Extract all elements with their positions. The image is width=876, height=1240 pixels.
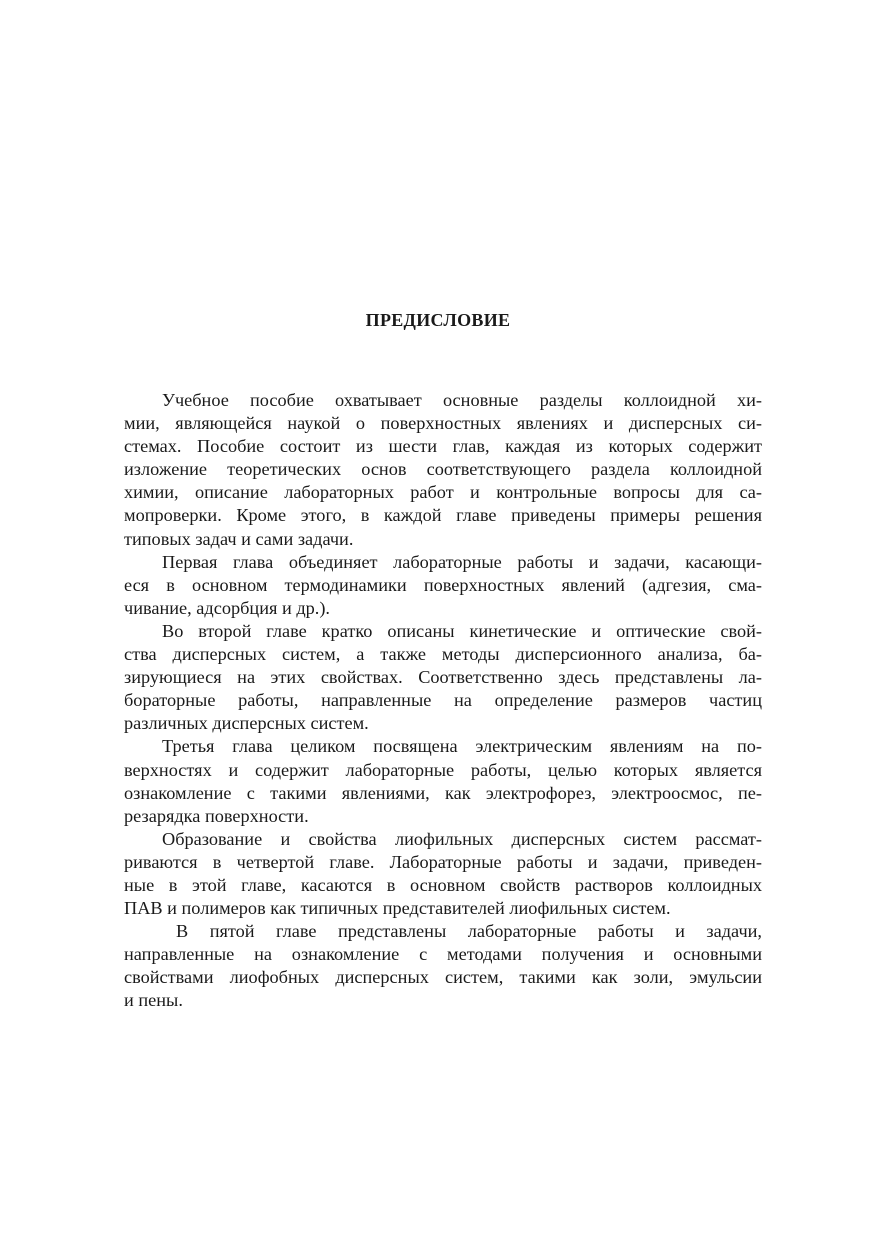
paragraph-4 bbox=[124, 735, 762, 827]
text-line: типовых задач и сами задачи. bbox=[124, 528, 354, 549]
page-title: ПРЕДИСЛОВИЕ bbox=[365, 310, 511, 330]
text-line: стемах. Пособие состоит из шести глав, каждая из которых содержит bbox=[124, 436, 762, 457]
text-line: зирующиеся на этих свойствах. Соответственно здесь представлены ла- bbox=[124, 667, 762, 688]
paragraph-2 bbox=[124, 551, 762, 620]
text-line: еся в основном термодинамики поверхностных явлений (адгезия, сма- bbox=[124, 574, 762, 595]
text-line: направленные на ознакомление с методами получения и основными bbox=[124, 944, 762, 965]
text-line: ознакомление с такими явлениями, как электрофорез, электроосмос, пе- bbox=[124, 782, 762, 803]
preface-body bbox=[124, 389, 762, 1013]
paragraph-1 bbox=[124, 389, 762, 551]
text-line: резарядка поверхности. bbox=[124, 805, 309, 826]
text-line: мии, являющейся наукой о поверхностных явлениях и дисперсных си- bbox=[124, 413, 762, 434]
text-line: В пятой главе представлены лабораторные работы и задачи, bbox=[176, 921, 762, 942]
text-line: ные в этой главе, касаются в основном свойств растворов коллоидных bbox=[124, 874, 762, 895]
text-line: изложение теоретических основ соответствующего раздела коллоидной bbox=[124, 459, 762, 480]
text-line: Учебное пособие охватывает основные разделы коллоидной хи- bbox=[162, 390, 762, 410]
text-line: химии, описание лабораторных работ и контрольные вопросы для са- bbox=[124, 482, 762, 503]
text-line: Во второй главе кратко описаны кинетические и оптические свой- bbox=[162, 620, 762, 641]
text-line: мопроверки. Кроме этого, в каждой главе приведены примеры решения bbox=[124, 505, 762, 526]
text-line: риваются в четвертой главе. Лабораторные работы и задачи, приведен- bbox=[124, 851, 762, 872]
text-line: Первая глава объединяет лабораторные работы и задачи, касающи- bbox=[162, 551, 762, 572]
text-line: ства дисперсных систем, а также методы дисперсионного анализа, ба- bbox=[124, 644, 762, 665]
text-line: и пены. bbox=[124, 990, 183, 1011]
text-line: чивание, адсорбция и др.). bbox=[124, 597, 330, 618]
paragraph-5 bbox=[124, 828, 762, 920]
text-line: различных дисперсных систем. bbox=[124, 713, 369, 734]
text-line: Образование и свойства лиофильных дисперсных систем рассмат- bbox=[162, 828, 762, 849]
text-line: верхностях и содержит лабораторные работы, целью которых является bbox=[124, 759, 762, 780]
paragraph-3 bbox=[124, 620, 762, 735]
text-line: ПАВ и полимеров как типичных представителей лиофильных систем. bbox=[124, 898, 671, 919]
paragraph-6 bbox=[124, 920, 762, 1012]
text-line: бораторные работы, направленные на определение размеров частиц bbox=[124, 690, 762, 711]
text-line: Третья глава целиком посвящена электрическим явлениям на по- bbox=[162, 736, 762, 757]
text-line: свойствами лиофобных дисперсных систем, такими как золи, эмульсии bbox=[124, 967, 762, 988]
